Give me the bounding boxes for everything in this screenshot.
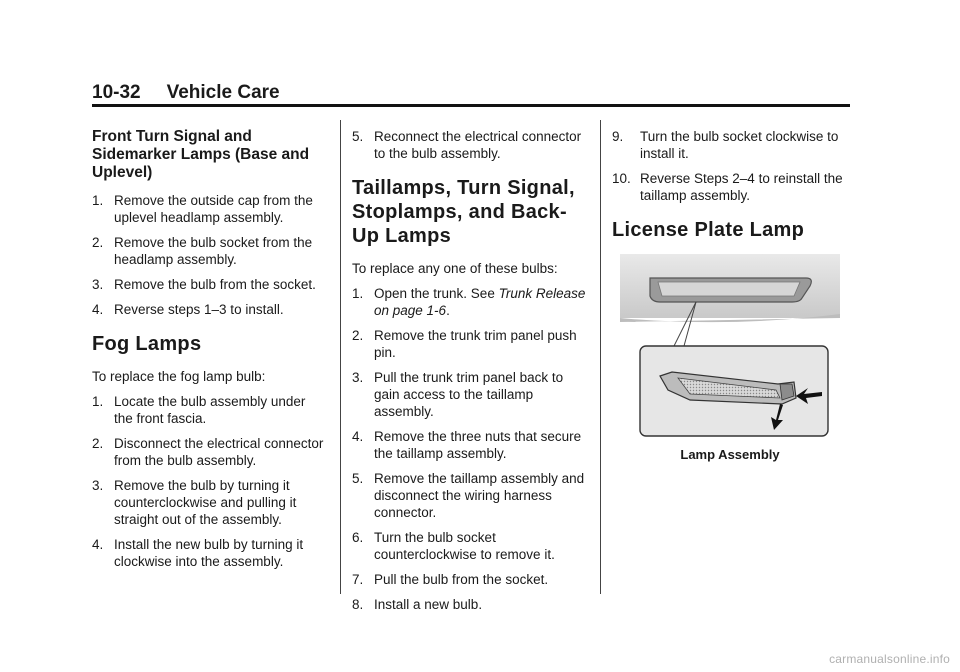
heading-fog-lamps: Fog Lamps [92, 333, 202, 355]
list-item: 3. Remove the bulb by turning it counterclockwise and pulling it straight out of the assembly. [92, 478, 297, 527]
list-item: 2. Disconnect the electrical connector from the bulb assembly. [92, 436, 324, 468]
lamp-assembly-illustration [620, 254, 840, 440]
watermark: carmanualsonline.info [829, 652, 950, 666]
column-3 [612, 128, 850, 463]
list-item: 6. Turn the bulb socket counterclockwise to remove it. [352, 530, 555, 562]
heading-front-turn-signal: Front Turn Signal and Sidemarker Lamps (Base and Uplevel) [92, 128, 310, 181]
list-item: 2. Remove the bulb socket from the headlamp assembly. [92, 235, 313, 267]
list-item: 7. Pull the bulb from the socket. [352, 572, 549, 587]
list-item: 2. Remove the trunk trim panel push pin. [352, 328, 577, 360]
list-item: 10. Reverse Steps 2–4 to reinstall the taillamp assembly. [612, 171, 843, 203]
list-item: 8. Install a new bulb. [352, 597, 483, 612]
list-item: 1. Locate the bulb assembly under the front fascia. [92, 394, 306, 426]
intro-text: To replace any one of these bulbs: [352, 261, 558, 276]
list-item: 5. Reconnect the electrical connector to the bulb assembly. [352, 129, 582, 161]
list-item: 3. Remove the bulb from the socket. [92, 277, 316, 292]
list-item: 1. Remove the outside cap from the uplevel headlamp assembly. [92, 193, 313, 225]
list-item: 4. Remove the three nuts that secure the taillamp assembly. [352, 429, 582, 461]
page-number: 10-32 [92, 82, 141, 103]
column-divider [600, 120, 601, 594]
heading-license-plate-lamp: License Plate Lamp [612, 219, 805, 241]
column-divider [340, 120, 341, 594]
list-item: 1. Open the trunk. See Trunk Release on page 1-6. [352, 286, 586, 318]
list-item: 5. Remove the taillamp assembly and disconnect the wiring harness connector. [352, 471, 585, 520]
header-rule [92, 104, 850, 107]
list-item: 3. Pull the trunk trim panel back to gain access to the taillamp assembly. [352, 370, 564, 419]
page-header [92, 82, 280, 104]
list-item: 4. Install the new bulb by turning it clockwise into the assembly. [92, 537, 304, 569]
figure-caption: Lamp Assembly [680, 447, 780, 462]
section-title: Vehicle Care [166, 82, 280, 103]
column-1 [92, 128, 324, 578]
list-item: 4. Reverse steps 1–3 to install. [92, 302, 284, 317]
column-2 [352, 128, 586, 621]
lamp-assembly-icon [620, 254, 840, 440]
cross-reference-link[interactable]: Trunk Release on page 1-6 [374, 286, 586, 318]
list-item: 9. Turn the bulb socket clockwise to install it. [612, 129, 839, 161]
intro-text: To replace the fog lamp bulb: [92, 369, 266, 384]
heading-taillamps: Taillamps, Turn Signal, Stoplamps, and Back-Up Lamps [352, 177, 575, 247]
